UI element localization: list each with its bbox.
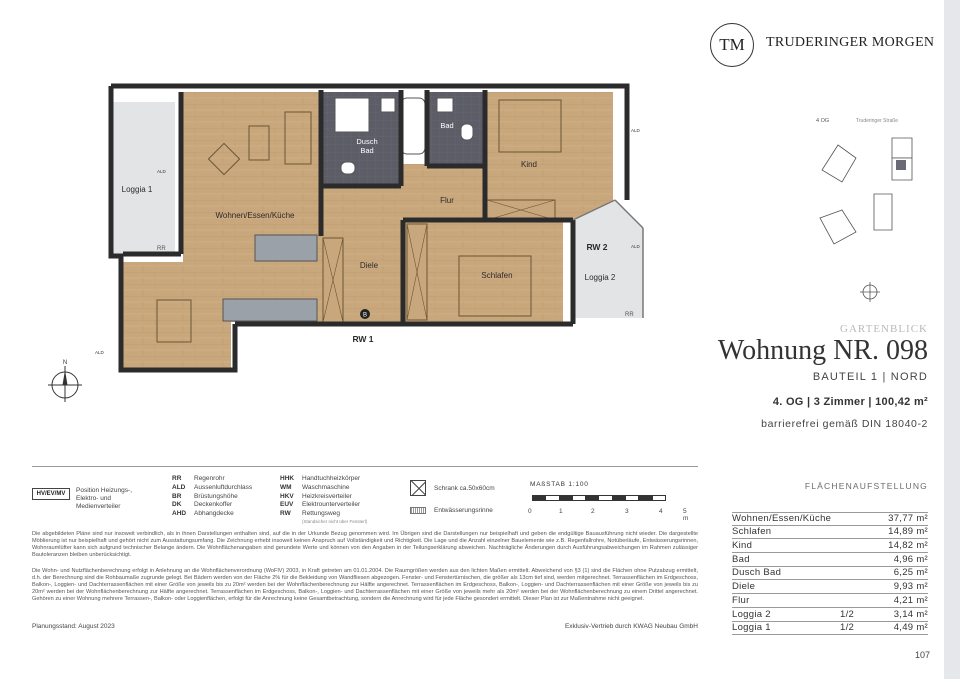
toilet-dusch (341, 162, 355, 174)
room-label-dusch-bad-line1: Dusch (356, 137, 378, 146)
toilet-bad (461, 124, 473, 140)
area-row-value: 6,25 m² (893, 567, 928, 579)
area-row-name: Loggia 2 (732, 608, 771, 620)
loggia-1-floor (113, 102, 175, 254)
ald-tag-dining: ALD (95, 350, 104, 355)
area-row-value: 14,82 m² (888, 540, 928, 552)
area-row (732, 608, 928, 622)
area-row-value: 3,14 m² (893, 608, 928, 620)
room-label-schlafen: Schlafen (481, 271, 513, 280)
shower-tray (335, 98, 369, 132)
disclaimer-paragraph-2: Die Wohn- und Nutzflächenberechnung erfolgt in Anlehnung an die Wohnflächenverordnung (WoFlV) 2003, in Kraft getreten am 01.01.2004. Die Raumgrößen werden aus den lichten Maßen ermittelt. Abweichend von §3 (1) sind die Flächen ohne Putzabzug ermittelt, d.h. der Berechnung sind die Rohbaumaße zugrunde gelegt. Bei Bädern werden von der Fläche 2% für die Bekleidung von Wandfliesen abgezogen. Fenster- und Fenstertürnischen, die größer als 13cm tief sind, werden mitgerechnet. Terrassenflächen im Erdgeschoss, Balkon-, Loggien- und Dachterrassenflächen mit einer Größe von jeweils bis zu 20m² werden bei der Wohnflächenberechnung zur Hälfte angerechnet. Terrassenflächen im Erdgeschoss, Balkon-, Loggien- und Dachterrassenflächen mit einer Größe von jeweils bis zu 20m² werden bei der Wohnflächenberechnung zur Hälfte angerechnet. Terrassenflächen im Erdgeschoss, Balkon-, Loggien- und Dachterrassenflächen mit einer Größe von jeweils mehr als 20m² werden bei der Wohnflächenberechnung zu einem Drittel angerechnet. Gehören zu einer Wohnung mehrere Terrassen-, Balkon- oder Loggienflächen, erfolgt für die Anrechnung keine Gesamtbetrachtung, sondern die Anrechnung wird für jede Fläche gesondert ermittelt. Dieser Plan ist zur Maßentnahme nicht geeignet. (32, 568, 698, 602)
room-label-loggia-2: Loggia 2 (584, 273, 616, 282)
abbr-row: DK Deckenkoffer (172, 501, 233, 509)
key-plan-street: Truderinger Straße (856, 118, 899, 124)
area-row-name: Loggia 1 (732, 622, 771, 634)
ald-tag-loggia-2: ALD (631, 244, 640, 249)
room-label-wohnen: Wohnen/Essen/Küche (215, 211, 295, 220)
sink-bad (437, 98, 453, 112)
kitchen-counter (223, 299, 317, 321)
area-row (732, 526, 928, 540)
area-table (732, 512, 928, 635)
area-row-name: Schlafen (732, 526, 772, 538)
sales-note: Exklusiv-Vertrieb durch KWAG Neubau GmbH (564, 623, 698, 630)
area-row (732, 622, 928, 636)
rw-note: (Standsicher nicht über Fensterl) (302, 518, 368, 524)
area-row-name: Diele (732, 581, 756, 593)
abbreviation-list-1 (172, 475, 252, 519)
area-row-name: Wohnen/Essen/Küche (732, 512, 832, 524)
abbr-row: BR Brüstungshöhe (172, 492, 238, 500)
page-number: 107 (914, 650, 930, 660)
area-row-name: Flur (732, 594, 750, 606)
room-label-rw2: RW 2 (586, 242, 608, 252)
brand-logo (710, 23, 754, 67)
room-label-loggia-1: Loggia 1 (121, 185, 153, 194)
area-row-value: 4,21 m² (893, 594, 928, 606)
barrierefrei-note: barrierefrei gemäß DIN 18040-2 (761, 418, 928, 430)
abbr-row: RR Regenrohr (172, 475, 225, 482)
abbr-row: HHK Handtuchheizkörper (280, 475, 361, 482)
abbr-row: AHD Abhangdecke (172, 510, 234, 518)
dining-floor (121, 262, 231, 368)
planning-status: Planungsstand: August 2023 (32, 623, 115, 630)
abbr-row: RW Rettungsweg (280, 510, 340, 518)
area-row-value: 9,93 m² (893, 581, 928, 593)
area-row-value: 37,77 m² (888, 512, 928, 524)
room-label-kind: Kind (520, 160, 538, 169)
area-row-value: 14,89 m² (888, 526, 928, 538)
key-plan (808, 110, 928, 305)
abbreviation-list-2 (280, 475, 367, 525)
area-row (732, 553, 928, 567)
key-plan-floor: 4 OG (816, 118, 830, 124)
area-row (732, 512, 928, 526)
schrank-icon (410, 480, 426, 496)
area-row-factor: 1/2 (840, 608, 855, 620)
room-label-diele: Diele (359, 261, 379, 270)
area-table-title: FLÄCHENAUFSTELLUNG (804, 481, 928, 491)
abbr-row: WM Waschmaschine (280, 483, 350, 491)
area-row (732, 539, 928, 553)
scale-label: MAßSTAB 1:100 (530, 481, 589, 488)
disclaimer-paragraph-1: Die abgebildeten Pläne sind nur insoweit verbindlich, als in ihnen Darstellungen enthalten sind, auf die in der Urkunde Bezug genommen wird. Im Übrigen sind die Darstellungen nur beispielhaft und geben die endgültige Bauausführung nicht wieder. Die dargestellte Möblierung ist nur beispielhaft und gehört nicht zum Ausstattungsumfang. Die Zeichnung erhebt insoweit keinen Anspruch auf Vollständigkeit und Richtigkeit. Die Lage und die Anzahl einzelner Bauelemente wie z.B. Regenfallrohre, Notüberläufe, Entwässerungsrinnen, Wohnraumlüfter kann sich aufgrund technischer Belange ändern. Die Wohnflächenangaben sind gerundete Werte und können von den Angaben in der Teilungserklärung abweichen. Nachträgliche Änderungen durch Ausführungsabweichungen im Rahmen zulässiger Bautoleranzen bleiben unberücksichtigt. (32, 531, 698, 558)
title-kicker: GARTENBLICK (840, 323, 928, 335)
hv-legend-box: HV/EV/MV (32, 488, 70, 500)
abbr-row: HKV Heizkreisverteiler (280, 492, 352, 500)
area-row-name: Bad (732, 553, 750, 565)
bathtub (401, 98, 425, 154)
room-label-dusch-bad-line2: Bad (360, 146, 374, 155)
floor-plan (95, 80, 655, 380)
page-title: Wohnung NR. 098 (717, 335, 928, 366)
area-row-factor: 1/2 (840, 622, 855, 634)
compass-rose (44, 358, 86, 404)
rinne-icon (410, 507, 426, 514)
svg-text:N: N (62, 360, 68, 366)
area-row (732, 594, 928, 608)
rinne-legend: Entwässerungsrinne (410, 507, 493, 514)
unit-summary: 4. OG | 3 Zimmer | 100,42 m² (772, 396, 928, 408)
sink-dusch (381, 98, 395, 112)
ald-tag-kind: ALD (631, 128, 640, 133)
ald-tag-wohnen: ALD (157, 169, 166, 174)
key-plan-unit-highlight (896, 160, 906, 170)
room-label-rw1: RW 1 (352, 334, 374, 344)
flur-floor (403, 164, 485, 220)
brand-name: TRUDERINGER MORGEN (766, 35, 935, 50)
area-row-name: Kind (732, 540, 753, 552)
rr-tag-loggia-1: RR (157, 246, 166, 252)
legend-divider (32, 466, 698, 467)
scale-bar (532, 495, 666, 501)
area-row-name: Dusch Bad (732, 567, 782, 579)
kitchen-island (255, 235, 317, 261)
area-row (732, 580, 928, 594)
hv-legend-label: Position Heizungs-, Elektro- und Medienverteiler (76, 487, 132, 510)
side-strip (944, 0, 960, 679)
area-row (732, 567, 928, 581)
rr-tag-loggia-2: RR (625, 312, 634, 318)
room-label-flur: Flur (440, 196, 454, 205)
brand-monogram: TM (719, 35, 745, 54)
abbr-row: ALD Aussenluftdurchlass (172, 483, 253, 491)
schrank-legend: Schrank ca.50x60cm (410, 480, 495, 496)
room-label-bad: Bad (440, 121, 454, 130)
bauteil-label: BAUTEIL 1 | NORD (812, 371, 928, 383)
area-row-value: 4,96 m² (893, 553, 928, 565)
entry-marker-label: B (362, 312, 368, 319)
area-row-value: 4,49 m² (893, 622, 928, 634)
key-plan-buildings (820, 138, 912, 244)
abbr-row: EUV Elektrounterverteiler (280, 501, 361, 509)
